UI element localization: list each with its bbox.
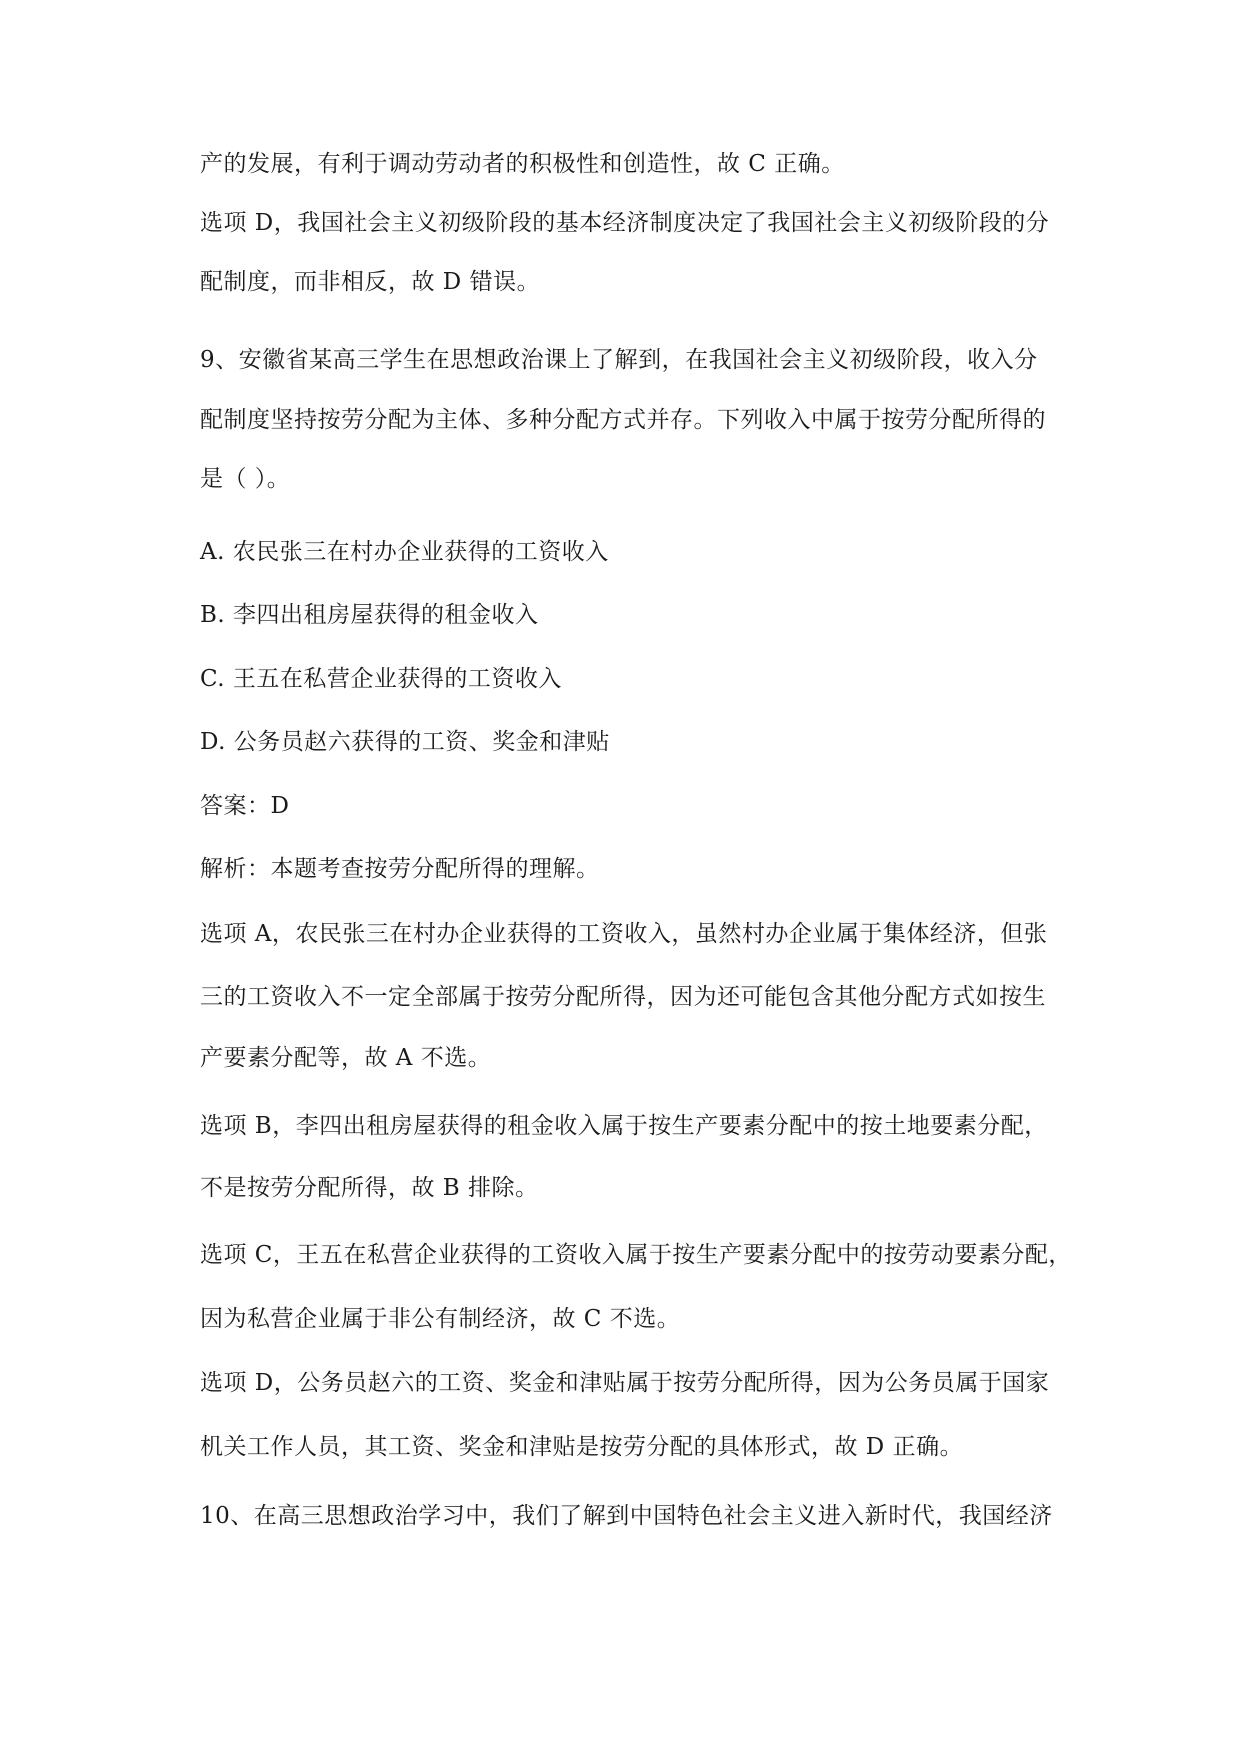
option-d: D. 公务员赵六获得的工资、奖金和津贴 <box>200 729 610 755</box>
option-c: C. 王五在私营企业获得的工资收入 <box>200 666 562 692</box>
analysis-line: 选项 B，李四出租房屋获得的租金收入属于按生产要素分配中的按土地要素分配， <box>200 1113 1048 1139</box>
option-b: B. 李四出租房屋获得的租金收入 <box>200 602 539 628</box>
analysis-line: 选项 A，农民张三在村办企业获得的工资收入，虽然村办企业属于集体经济，但张 <box>200 921 1048 947</box>
text-line: 产的发展，有利于调动劳动者的积极性和创造性，故 C 正确。 <box>200 151 845 177</box>
option-a: A. 农民张三在村办企业获得的工资收入 <box>200 539 609 565</box>
analysis-line: 选项 D，公务员赵六的工资、奖金和津贴属于按劳分配所得，因为公务员属于国家 <box>200 1370 1050 1396</box>
question-9-stem: 配制度坚持按劳分配为主体、多种分配方式并存。下列收入中属于按劳分配所得的 <box>200 407 1046 433</box>
question-10-stem: 10、在高三思想政治学习中，我们了解到中国特色社会主义进入新时代，我国经济 <box>200 1503 1053 1529</box>
analysis-heading: 解析：本题考查按劳分配所得的理解。 <box>200 856 600 882</box>
text-line: 选项 D，我国社会主义初级阶段的基本经济制度决定了我国社会主义初级阶段的分 <box>200 210 1050 236</box>
text-line: 配制度，而非相反，故 D 错误。 <box>200 269 541 295</box>
answer: 答案：D <box>200 793 290 819</box>
analysis-line: 因为私营企业属于非公有制经济，故 C 不选。 <box>200 1306 681 1332</box>
analysis-line: 机关工作人员，其工资、奖金和津贴是按劳分配的具体形式，故 D 正确。 <box>200 1434 964 1460</box>
analysis-line: 三的工资收入不一定全部属于按劳分配所得，因为还可能包含其他分配方式如按生 <box>200 984 1046 1010</box>
question-9-stem: 9、安徽省某高三学生在思想政治课上了解到，在我国社会主义初级阶段，收入分 <box>200 347 1038 373</box>
question-9-stem: 是（ ）。 <box>200 466 291 492</box>
analysis-line: 产要素分配等，故 A 不选。 <box>200 1045 492 1071</box>
analysis-line: 不是按劳分配所得，故 B 排除。 <box>200 1175 539 1201</box>
analysis-line: 选项 C，王五在私营企业获得的工资收入属于按生产要素分配中的按劳动要素分配， <box>200 1242 1072 1268</box>
